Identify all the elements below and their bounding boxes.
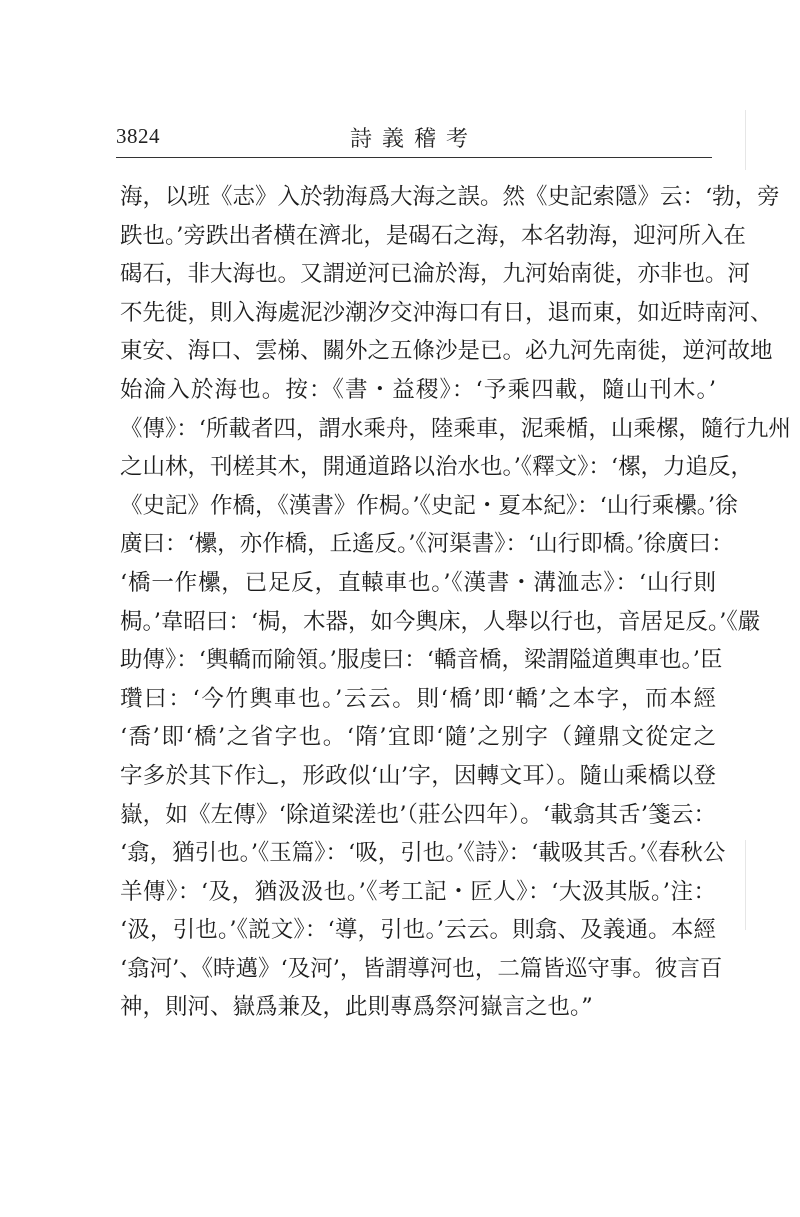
scan-edge-mark <box>745 840 746 930</box>
text-line-last: 神，則河、嶽爲兼及，此則專爲祭河嶽言之也。” <box>120 994 593 1021</box>
text-line: 廣曰：‘欙，亦作橋，丘遙反。’《河渠書》：‘山行即橋。’徐廣曰： <box>120 531 734 558</box>
text-line: 跌也。’旁跌出者横在濟北，是碣石之海，本名勃海，迎河所入在 <box>120 222 746 249</box>
text-line: 《傳》：‘所載者四，謂水乘舟，陸乘車，泥乘楯，山乘樏，隨行九州 <box>120 415 791 442</box>
text-line: ‘喬’即‘橋’之省字也。‘隋’宜即‘隨’之别字（鐘鼎文從定之 <box>120 724 716 751</box>
running-title: 詩義稽考 <box>349 127 478 152</box>
text-line: ‘汲，引也。’《説文》：‘導，引也。’云云。則翕、及義通。本經 <box>120 917 716 944</box>
text-line: 嶽，如《左傳》‘除道梁溠也’（莊公四年）。‘載翕其舌’箋云： <box>120 801 716 828</box>
text-line: 字多於其下作辶，形政似‘山’字，因轉文耳）。隨山乘橋以登 <box>120 762 716 789</box>
text-line: 不先徙，則入海處泥沙潮汐交沖海口有日，退而東，如近時南河、 <box>120 299 773 326</box>
header-rule <box>116 157 712 158</box>
body-text <box>120 178 791 1027</box>
text-line: 東安、海口、雲梯、關外之五條沙是已。必九河先南徙，逆河故地 <box>120 338 773 365</box>
text-line: ‘橋一作欙，已足反，直轅車也。’《漢書・溝洫志》：‘山行則 <box>120 569 716 596</box>
text-line: 瓚曰：‘今竹輿車也。’云云。則‘橋’即‘轎’之本字，而本經 <box>120 685 716 712</box>
text-line: 始淪入於海也。按：《書・益稷》：‘予乘四載，隨山刊木。’ <box>120 376 716 403</box>
page-number: 3824 <box>116 124 160 148</box>
text-line: 助傳》：‘輿轎而隃領。’服虔曰：‘轎音橋，梁謂隘道輿車也。’臣 <box>120 647 723 674</box>
text-line: 海，以班《志》入於勃海爲大海之誤。然《史記索隱》云：‘勃，旁 <box>120 184 780 210</box>
text-line: 之山林，刊槎其木，開通道路以治水也。’《釋文》：‘樏，力追反， <box>120 454 754 481</box>
text-line: ‘翕河’、《時邁》‘及河’，皆謂導河也，二篇皆巡守事。彼言百 <box>120 955 723 982</box>
scan-edge-mark <box>745 110 746 170</box>
text-line: 《史記》作橋，《漢書》作梮。’《史記・夏本紀》：‘山行乘欙。’徐 <box>120 492 738 519</box>
page-header <box>116 118 712 158</box>
text-line: 碣石，非大海也。又謂逆河已淪於海，九河始南徙，亦非也。河 <box>120 261 751 288</box>
text-line: 梮。’韋昭曰：‘梮，木器，如今輿床，人舉以行也，音居足反。’《嚴 <box>120 608 761 635</box>
text-line: ‘翕，猶引也。’《玉篇》：‘吸，引也。’《詩》：‘載吸其舌。’《春秋公 <box>120 840 726 867</box>
text-line: 羊傳》：‘及，猶汲汲也。’《考工記・匠人》：‘大汲其版。’注： <box>120 878 716 905</box>
